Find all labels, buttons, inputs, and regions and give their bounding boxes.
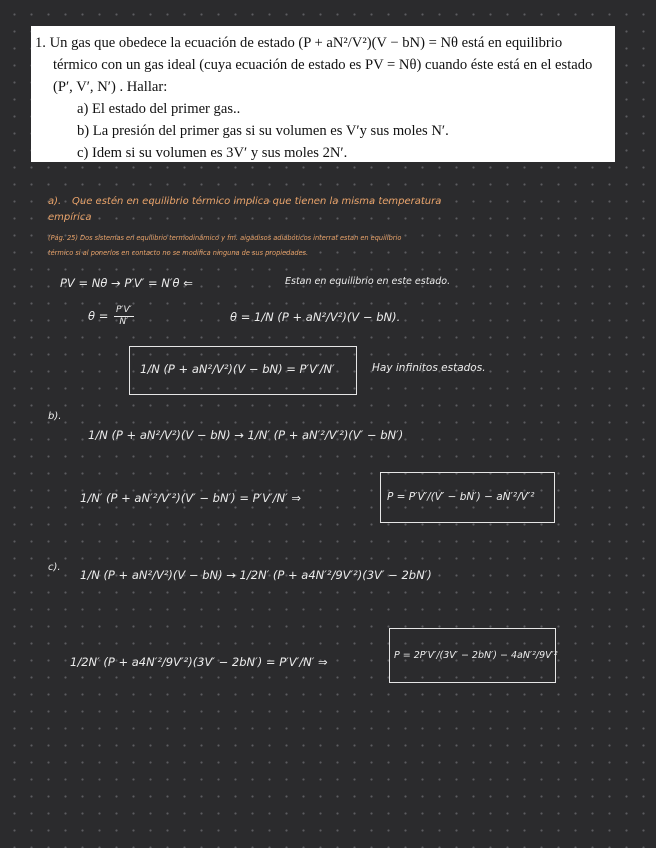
problem-line-2: térmico con un gas ideal (cuya ecuación de estado es PV = Nθ) cuando éste está en el estado — [53, 57, 593, 73]
answer-c-label: c). — [48, 562, 61, 573]
answer-b-equation-2: 1/N′ (P + aN′²/V′²)(V′ − bN′) = P′V′/N′ ⇒ — [80, 491, 302, 505]
result-c-equation: P = 2P′V′/(3V′ − 2bN′) − 4aN′²/9V′² — [394, 650, 558, 661]
result-b-equation: P = P′V′/(V′ − bN′) − aN′²/V′² — [387, 491, 535, 503]
equation-ideal-gas: PV = Nθ → P′V′ = N′θ ⇐ — [60, 276, 193, 290]
problem-item-c: c) Idem si su volumen es 3V′ y sus moles 2N′. — [77, 145, 348, 161]
theta-ideal-fraction — [114, 305, 134, 328]
answer-a-line-1: Que estén en equilibrio térmico implica que tienen la misma temperatura — [72, 196, 442, 207]
result-a-equation: 1/N (P + aN²/V²)(V − bN) = P′V′/N′ — [140, 362, 335, 376]
theta-real-gas: θ = 1/N (P + aN²/V²)(V − bN). — [230, 310, 401, 324]
theta-ideal-denominator: N′ — [119, 317, 129, 327]
problem-line-3: (P′, V′, N′) . Hallar: — [53, 79, 168, 95]
problem-item-a: a) El estado del primer gas.. — [77, 101, 241, 117]
answer-a-label: a). — [48, 196, 62, 207]
result-a-note: Hay infinitos estados. — [372, 362, 486, 374]
answer-b-equation-1: 1/N (P + aN²/V²)(V − bN) → 1/N′ (P + aN′²/V′²)(V′ − bN′) — [88, 428, 404, 442]
equilibrium-note: Estan en equilibrio en este estado. — [285, 276, 451, 287]
answer-c-equation-1: 1/N (P + aN²/V²)(V − bN) → 1/2N′ (P + a4N′²/9V′²)(3V′ − 2bN′) — [80, 568, 432, 582]
answer-a-reference: (Pág. 25) Dos sistemas en equilibrio termodinámico y fm. aigadisos adiabóticos interrat estan en equilibrio — [48, 234, 402, 242]
problem-line-1: 1. Un gas que obedece la ecuación de estado (P + aN²/V²)(V − bN) = Nθ está en equilibrio — [35, 35, 563, 51]
answer-c-equation-2: 1/2N′ (P + a4N′²/9V′²)(3V′ − 2bN′) = P′V′/N′ ⇒ — [70, 655, 328, 669]
answer-b-label: b). — [48, 411, 62, 422]
problem-item-b: b) La presión del primer gas si su volumen es V′y sus moles N′. — [77, 123, 449, 139]
problem-statement — [31, 26, 615, 162]
theta-ideal-lhs: θ = — [88, 309, 109, 323]
theta-ideal — [88, 305, 136, 328]
answer-a-line-2: empírica — [48, 212, 92, 223]
answer-a-reference-2: térmico si al ponerlos en contacto no se modifica ninguna de sus propiedades. — [48, 249, 309, 257]
theta-ideal-numerator: P′V′ — [115, 305, 132, 315]
